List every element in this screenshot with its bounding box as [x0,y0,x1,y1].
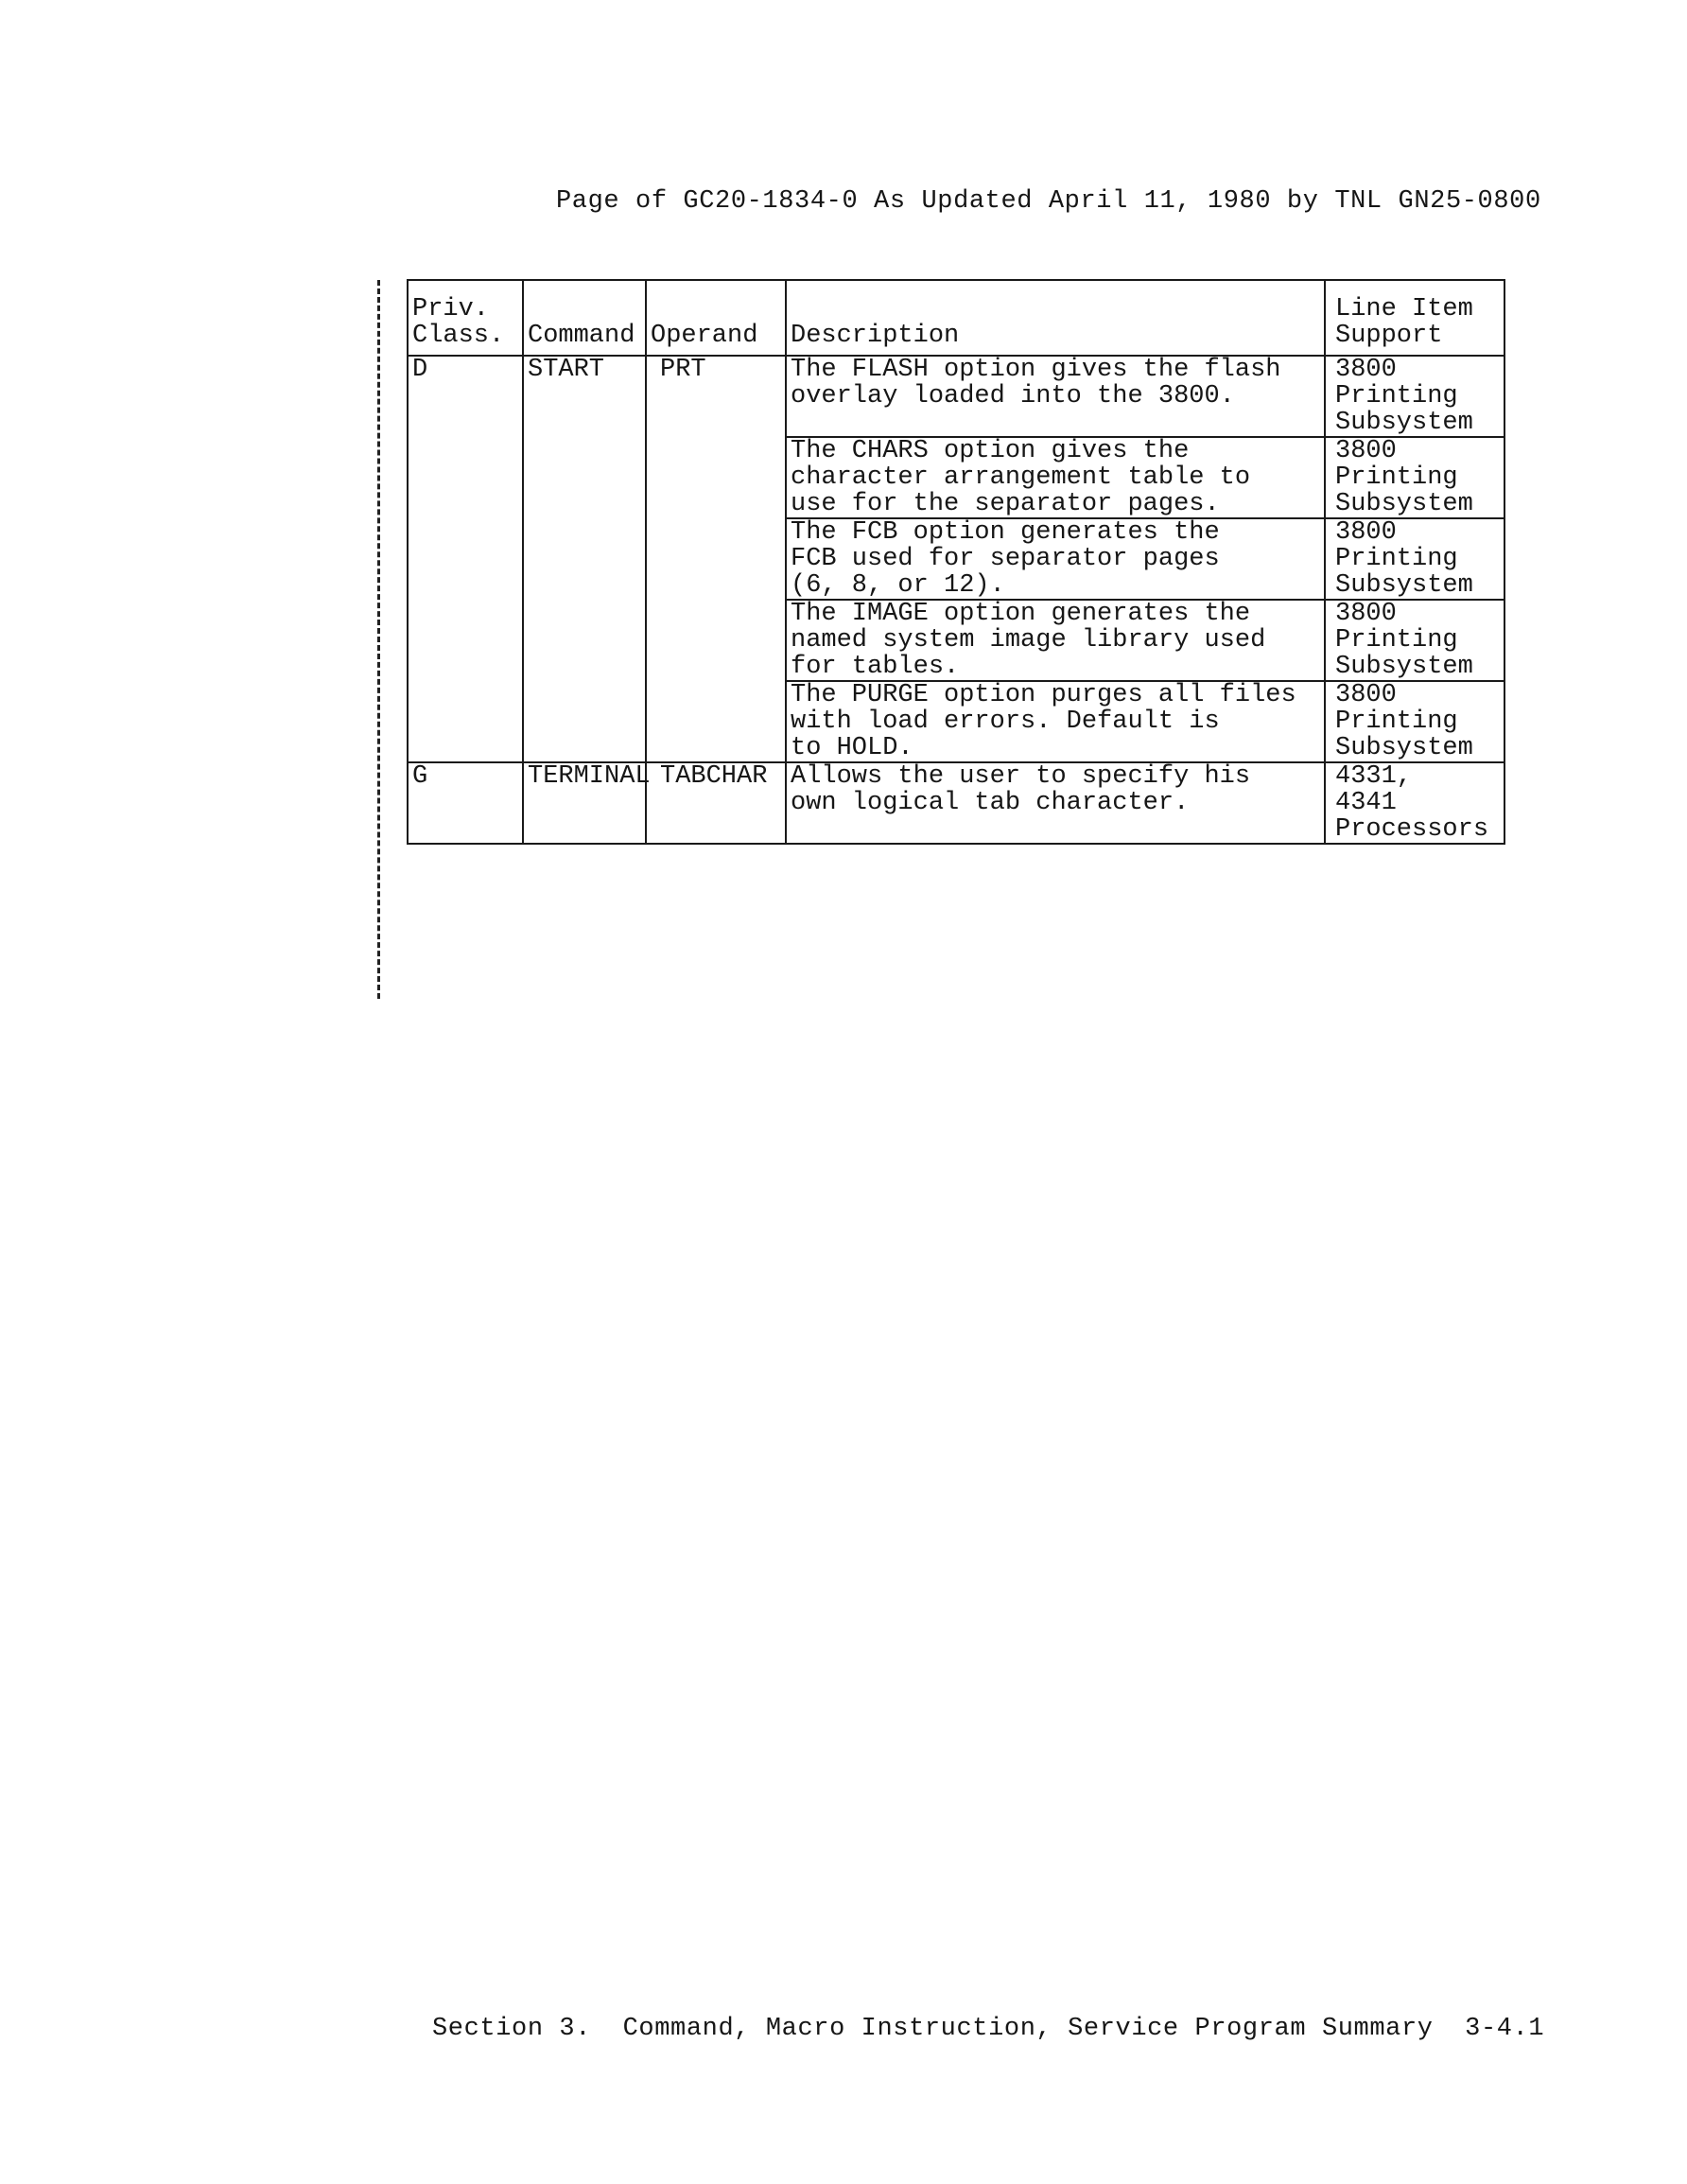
operand-cell: TABCHAR [646,762,786,844]
table-row [408,356,1504,437]
operand-cell: PRT [646,356,786,762]
header-operand: Operand [646,280,786,356]
support-cell: 3800 Printing Subsystem [1325,356,1504,437]
support-cell: 3800 Printing Subsystem [1325,681,1504,762]
page-header: Page of GC20-1834-0 As Updated April 11, 1980 by TNL GN25-0800 [556,187,1541,216]
table-header-row [408,280,1504,356]
priv-class-cell: D [408,356,523,762]
command-cell: TERMINAL [523,762,646,844]
support-cell: 3800 Printing Subsystem [1325,600,1504,681]
header-priv-class: Priv. Class. [408,280,523,356]
description-cell: The IMAGE option generates the named system image library used for tables. [786,600,1325,681]
support-cell: 3800 Printing Subsystem [1325,437,1504,518]
priv-class-cell: G [408,762,523,844]
revision-bar [377,280,380,999]
page-footer: Section 3. Command, Macro Instruction, Service Program Summary 3-4.1 [432,2015,1545,2043]
header-description: Description [786,280,1325,356]
table-row [408,762,1504,844]
header-command: Command [523,280,646,356]
support-cell: 3800 Printing Subsystem [1325,518,1504,600]
support-cell: 4331, 4341 Processors [1325,762,1504,844]
command-cell: START [523,356,646,762]
header-line-item-support: Line Item Support [1325,280,1504,356]
description-cell: The FLASH option gives the flash overlay loaded into the 3800. [786,356,1325,437]
description-cell: The PURGE option purges all files with load errors. Default is to HOLD. [786,681,1325,762]
description-cell: Allows the user to specify his own logical tab character. [786,762,1325,844]
description-cell: The FCB option generates the FCB used for separator pages (6, 8, or 12). [786,518,1325,600]
description-cell: The CHARS option gives the character arrangement table to use for the separator pages. [786,437,1325,518]
command-summary-table [407,279,1505,845]
